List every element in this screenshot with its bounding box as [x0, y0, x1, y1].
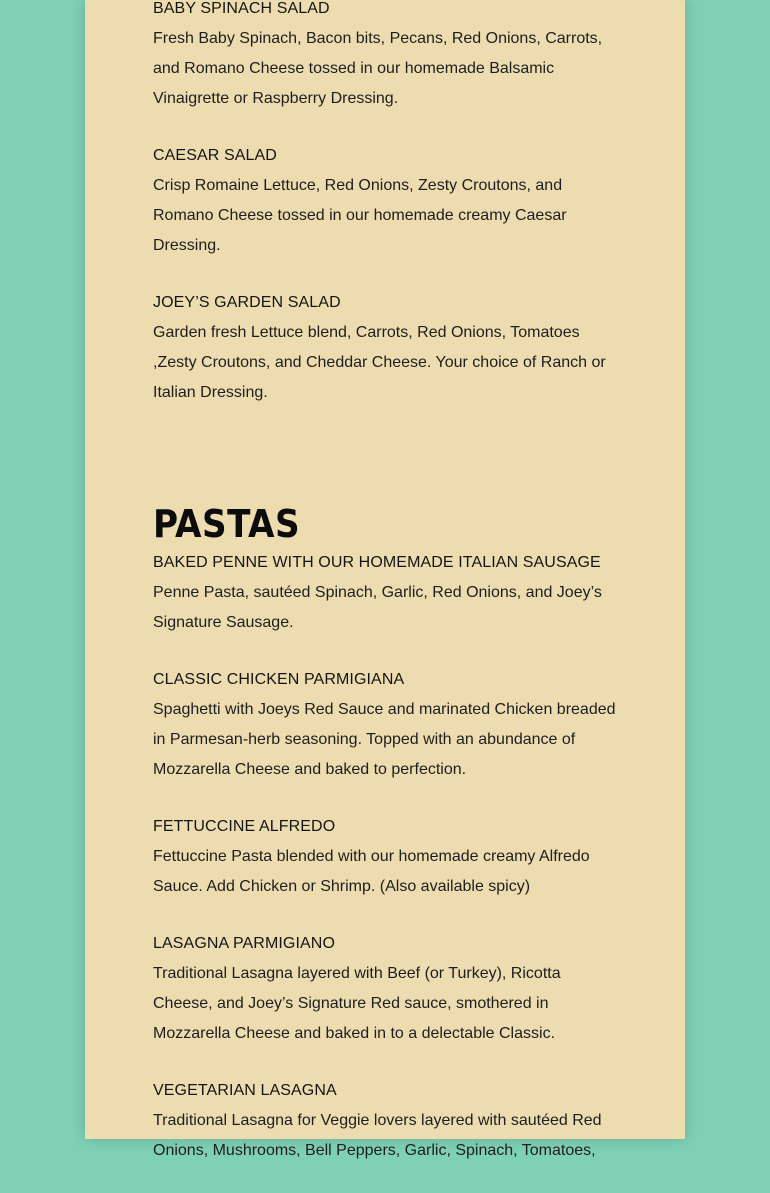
menu-item-name: CAESAR SALAD	[153, 147, 277, 164]
menu-item	[153, 0, 623, 114]
menu-item-description: Fettuccine Pasta blended with our homemade creamy Alfredo Sauce. Add Chicken or Shrimp. (Also available spicy)	[153, 848, 590, 895]
menu-item	[153, 288, 623, 408]
menu-item-name: BABY SPINACH SALAD	[153, 0, 330, 17]
menu-item-name: BAKED PENNE WITH OUR HOMEMADE ITALIAN SAUSAGE	[153, 554, 601, 571]
menu-item-description: Crisp Romaine Lettuce, Red Onions, Zesty Croutons, and Romano Cheese tossed in our homemade creamy Caesar Dressing.	[153, 177, 567, 254]
menu-item	[153, 1076, 623, 1166]
menu-content	[153, 0, 623, 1193]
menu-item-description: Spaghetti with Joeys Red Sauce and marinated Chicken breaded in Parmesan-herb seasoning. Topped with an abundance of Mozzarella Cheese and baked to perfection.	[153, 701, 616, 778]
menu-item-description: Fresh Baby Spinach, Bacon bits, Pecans, Red Onions, Carrots, and Romano Cheese tossed in our homemade Balsamic Vinaigrette or Raspberry Dressing.	[153, 30, 603, 107]
menu-item-name: JOEY’S GARDEN SALAD	[153, 294, 341, 311]
menu-item-description: Penne Pasta, sautéed Spinach, Garlic, Red Onions, and Joey’s Signature Sausage.	[153, 584, 602, 631]
menu-item-description: Garden fresh Lettuce blend, Carrots, Red Onions, Tomatoes ,Zesty Croutons, and Cheddar Cheese. Your choice of Ranch or Italian Dressing.	[153, 324, 606, 401]
menu-item-name: CLASSIC CHICKEN PARMIGIANA	[153, 671, 405, 688]
menu-item	[153, 548, 623, 638]
menu-item-name: VEGETARIAN LASAGNA	[153, 1082, 337, 1099]
menu-item-name: FETTUCCINE ALFREDO	[153, 818, 336, 835]
menu-panel	[85, 0, 685, 1159]
section-spacer	[153, 435, 623, 502]
section-title-pastas: PASTAS	[153, 502, 301, 546]
menu-item	[153, 665, 623, 785]
menu-item	[153, 141, 623, 261]
menu-item	[153, 929, 623, 1049]
menu-item-description: Traditional Lasagna layered with Beef (or Turkey), Ricotta Cheese, and Joey’s Signature Red sauce, smothered in Mozzarella Cheese and baked in to a delectable Classic.	[153, 965, 561, 1042]
menu-item-name: LASAGNA PARMIGIANO	[153, 935, 335, 952]
menu-item	[153, 812, 623, 902]
menu-item-description: Traditional Lasagna for Veggie lovers layered with sautéed Red Onions, Mushrooms, Bell Peppers, Garlic, Spinach, Tomatoes,	[153, 1112, 602, 1159]
